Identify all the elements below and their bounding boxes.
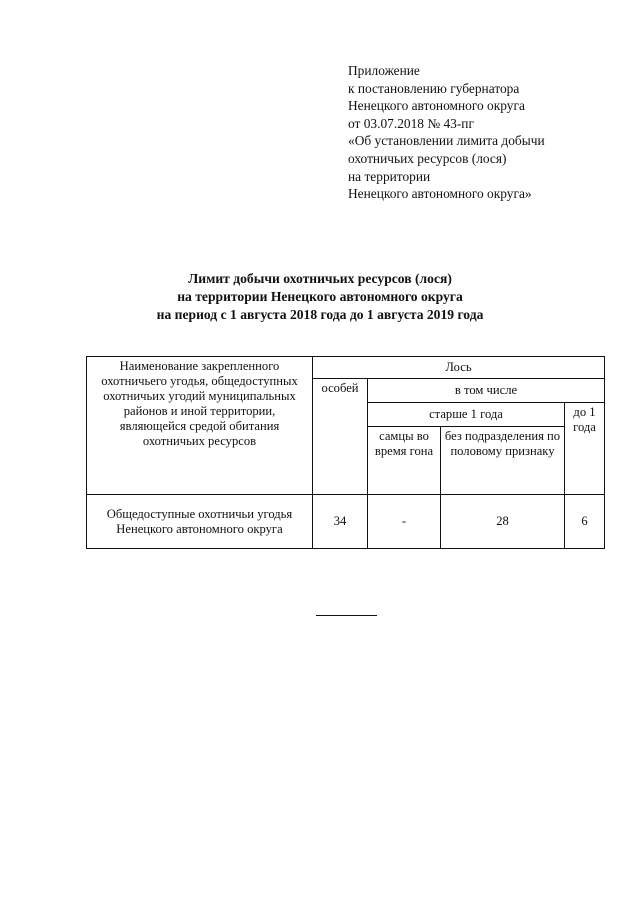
document-title — [0, 270, 640, 324]
appendix-line: от 03.07.2018 № 43-пг — [348, 115, 474, 131]
header-total: особей — [313, 379, 368, 495]
appendix-line: охотничьих ресурсов (лося) — [348, 150, 507, 166]
appendix-line: «Об установлении лимита добычи — [348, 133, 545, 149]
appendix-line: Ненецкого автономного округа» — [348, 186, 532, 202]
row-total: 34 — [313, 495, 368, 549]
appendix-line: к постановлению губернатора — [348, 80, 520, 96]
header-no-sex-division: без подразделения по половому признаку — [441, 427, 565, 495]
appendix-line: на территории — [348, 168, 431, 184]
header-including: в том числе — [368, 379, 605, 403]
appendix-line: Приложение — [348, 63, 420, 78]
appendix-block — [348, 62, 545, 203]
title-line: на территории Ненецкого автономного округа — [177, 289, 463, 304]
title-line: Лимит добычи охотничьих ресурсов (лося) — [188, 271, 452, 286]
header-males-rut: самцы во время гона — [368, 427, 441, 495]
closing-divider — [316, 615, 377, 616]
limit-table — [86, 356, 605, 549]
title-line: на период с 1 августа 2018 года до 1 августа 2019 года — [156, 307, 484, 322]
header-name-column: Наименование закрепленного охотничьего угодья, общедоступных охотничьих угодий муниципальных районов и иной территории, являющейся средой обитания охотничьих ресурсов — [87, 357, 313, 495]
header-older-1y: старше 1 года — [368, 403, 565, 427]
header-under-1y: до 1 года — [565, 403, 605, 495]
row-name: Общедоступные охотничьи угодья Ненецкого автономного округа — [87, 495, 313, 549]
header-species: Лось — [313, 357, 605, 379]
row-males-rut: - — [368, 495, 441, 549]
table-row — [87, 495, 605, 549]
row-no-sex-division: 28 — [441, 495, 565, 549]
row-under-1y: 6 — [565, 495, 605, 549]
appendix-line: Ненецкого автономного округа — [348, 98, 525, 114]
